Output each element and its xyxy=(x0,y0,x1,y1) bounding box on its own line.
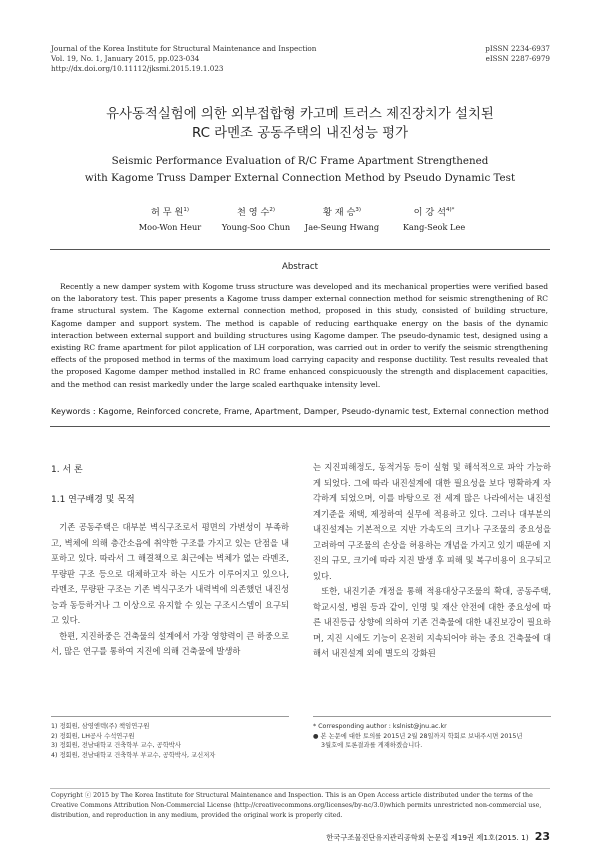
keywords-text: Kagome, Reinforced concrete, Frame, Apartment, Damper, Pseudo-dynamic test, External connection method xyxy=(98,406,549,416)
issn-block xyxy=(485,44,550,64)
footnote-4: 4) 정회원, 전남대학교 건축학부 부교수, 공학박사, 교신저자 xyxy=(51,751,216,759)
author-1-name-en: Moo-Won Heur xyxy=(138,222,202,233)
english-title xyxy=(0,153,600,187)
pissn: pISSN 2234-6937 xyxy=(485,44,550,53)
author-3-affil: 3) xyxy=(355,207,362,213)
right-column xyxy=(313,460,551,662)
author-4 xyxy=(374,203,494,234)
english-title-line1: Seismic Performance Evaluation of R/C Frame Apartment Strengthened xyxy=(111,155,489,167)
left-paragraph-1: 기존 공동주택은 대부분 벽식구조로서 평면의 가변성이 부족하고, 벽체에 의해 층간소음에 취약한 구조를 가지고 있는 단점을 내포하고 있다. 따라서 그 해결책으로 최근에는 벽체가 없는 라멘조, 무량판 구조 등으로 대체하고자 하는 시도가 이루어지고 있으나, 라멘조, 무량판 구조는 기존 벽식구조가 내력벽에 의존했던 내진성능과 동등하거나 그 이상으로 유지할 수 있는 구조시스템이 요구되고 있다. xyxy=(51,522,289,625)
copyright-notice: Copyright ⓒ 2015 by The Korea Institute for Structural Maintenance and Inspection. This is an Open Access article distributed under the terms of the Creative Commons Attribution Non-Commercial License (http://creativecommons.org/licenses/by-nc/3.0)which permits unrestricted non-commercial use, distribution, and reproduction in any medium, provided the original work is properly cited. xyxy=(51,792,542,819)
author-1-affil: 1) xyxy=(183,207,190,213)
author-2-name-ko: 천 영 수 xyxy=(236,207,270,219)
left-paragraph-2: 한편, 지진하중은 건축물의 설계에서 가장 영향력이 큰 하중으로서, 많은 연구를 통하여 지진에 의해 건축물에 발생하 xyxy=(51,630,289,656)
page-footer xyxy=(326,830,550,843)
korean-title-line1: 유사동적실험에 의한 외부접합형 카고메 트러스 제진장치가 설치된 xyxy=(106,107,494,122)
author-4-affil: 4)* xyxy=(446,207,455,213)
journal-name: Journal of the Korea Institute for Structural Maintenance and Inspection xyxy=(51,44,317,53)
discussion-note-line2: 3월호에 토론결과를 게재하겠습니다. xyxy=(321,742,423,749)
subsection-heading: 1.1 연구배경 및 목적 xyxy=(51,495,135,505)
footer-journal: 한국구조물진단유지관리공학회 논문집 제19권 제1호(2015. 1) xyxy=(326,833,529,842)
english-title-line2: with Kagome Truss Damper External Connection Method by Pseudo Dynamic Test xyxy=(84,172,516,184)
footnote-rule-left xyxy=(51,716,289,717)
abstract-heading: Abstract xyxy=(281,262,319,272)
copyright-rule xyxy=(50,788,550,789)
keywords-label: Keywords : xyxy=(51,406,99,416)
abstract-text: Recently a new damper system with Kogome truss structure was developed and its mechanical properties were verified based on the laboratory test. This paper presents a Kagome truss damper external connection method for seismic strengthening of RC frame structural system. The Kagome external connection method, proposed in this study, consisted of building structure, Kagome damper and support system. The method is capable of reducing earthquake energy on the basis of the dynamic interaction between external support and building structures using Kagome damper. The pseudo-dynamic test, designed using a existing RC frame apartment for pilot application of LH corporation, was carried out in order to verify the seismic strengthening effects of the proposed method in terms of the maximum load carrying capacity and response ductility. Test results revealed that the proposed Kagome damper method installed in RC frame enhanced conspicuously the strength and displacement capacities, and the method can resist markedly under the large scaled earthquake intensity level. xyxy=(51,282,548,389)
section-heading: 1. 서 론 xyxy=(51,465,83,475)
footnote-3: 3) 정회원, 전남대학교 건축학부 교수, 공학박사 xyxy=(51,742,181,749)
author-1-name-ko: 허 무 원 xyxy=(150,207,184,219)
abstract-top-rule xyxy=(50,249,550,250)
author-2-name-en: Young-Soo Chun xyxy=(221,222,291,233)
keywords xyxy=(51,405,551,417)
left-column xyxy=(51,520,289,660)
correspondence-footnotes xyxy=(313,722,551,751)
eissn: eISSN 2287-6979 xyxy=(485,54,550,63)
korean-title-line2: RC 라멘조 공동주택의 내진성능 평가 xyxy=(191,126,409,141)
author-4-name-ko: 이 강 석 xyxy=(413,207,447,219)
journal-header xyxy=(51,44,316,74)
author-4-name-en: Kang-Seok Lee xyxy=(402,222,466,233)
footnote-2: 2) 정회원, LH공사 수석연구원 xyxy=(51,732,135,740)
footnote-1: 1) 정회원, 삼영엔텍(주) 책임연구원 xyxy=(51,723,150,730)
doi-link[interactable]: http://dx.doi.org/10.11112/jksmi.2015.19.1.023 xyxy=(51,64,224,73)
journal-volume: Vol. 19, No. 1, January 2015, pp.023-034 xyxy=(51,54,200,63)
author-3-name-en: Jae-Seung Hwang xyxy=(304,222,380,233)
affiliation-footnotes xyxy=(51,722,289,760)
page-number: 23 xyxy=(534,830,550,843)
footnote-rule-right xyxy=(313,716,551,717)
author-3-name-ko: 황 재 승 xyxy=(322,207,356,219)
corresponding-author: * Corresponding author : kslnist@jnu.ac.kr xyxy=(313,723,447,730)
abstract-bottom-rule xyxy=(50,426,550,427)
author-2-affil: 2) xyxy=(269,207,276,213)
right-paragraph-1: 는 지진피해정도, 동적거동 등이 실험 및 해석적으로 파악 가능하게 되었다. 그에 따라 내진설계에 대한 필요성을 보다 명확하게 자각하게 되었으며, 이를 바탕으로 전 세계 많은 나라에서는 내진설계기준을 채택, 제정하여 실무에 적용하고 있다. 그러나 대부분의 내진설계는 기본적으로 지반 가속도의 크기나 구조물의 중요성을 고려하여 구조물의 손상을 허용하는 개념을 가지고 있기 때문에 지진의 규모, 크기에 따라 지진 발생 후 피해 및 복구비용이 요구되고 있다. xyxy=(313,462,551,581)
abstract-body xyxy=(51,281,548,391)
discussion-note-line1: ● 본 논문에 대한 토의를 2015년 2월 28일까지 학회로 보내주시면 2015년 xyxy=(313,732,523,740)
korean-title xyxy=(0,105,600,143)
right-paragraph-2: 또한, 내진기준 개정을 통해 적용대상구조물의 확대, 공동주택, 학교시설, 병원 등과 같이, 인명 및 재산 안전에 대한 중요성에 따른 내진등급 상향에 의하여 기존 건축물에 대한 내진보강이 필요하며, 지진 시에도 기능이 온전히 지속되어야 하는 중요 건축물에 대해서 내진설계 외에 별도의 강화된 xyxy=(313,586,551,658)
